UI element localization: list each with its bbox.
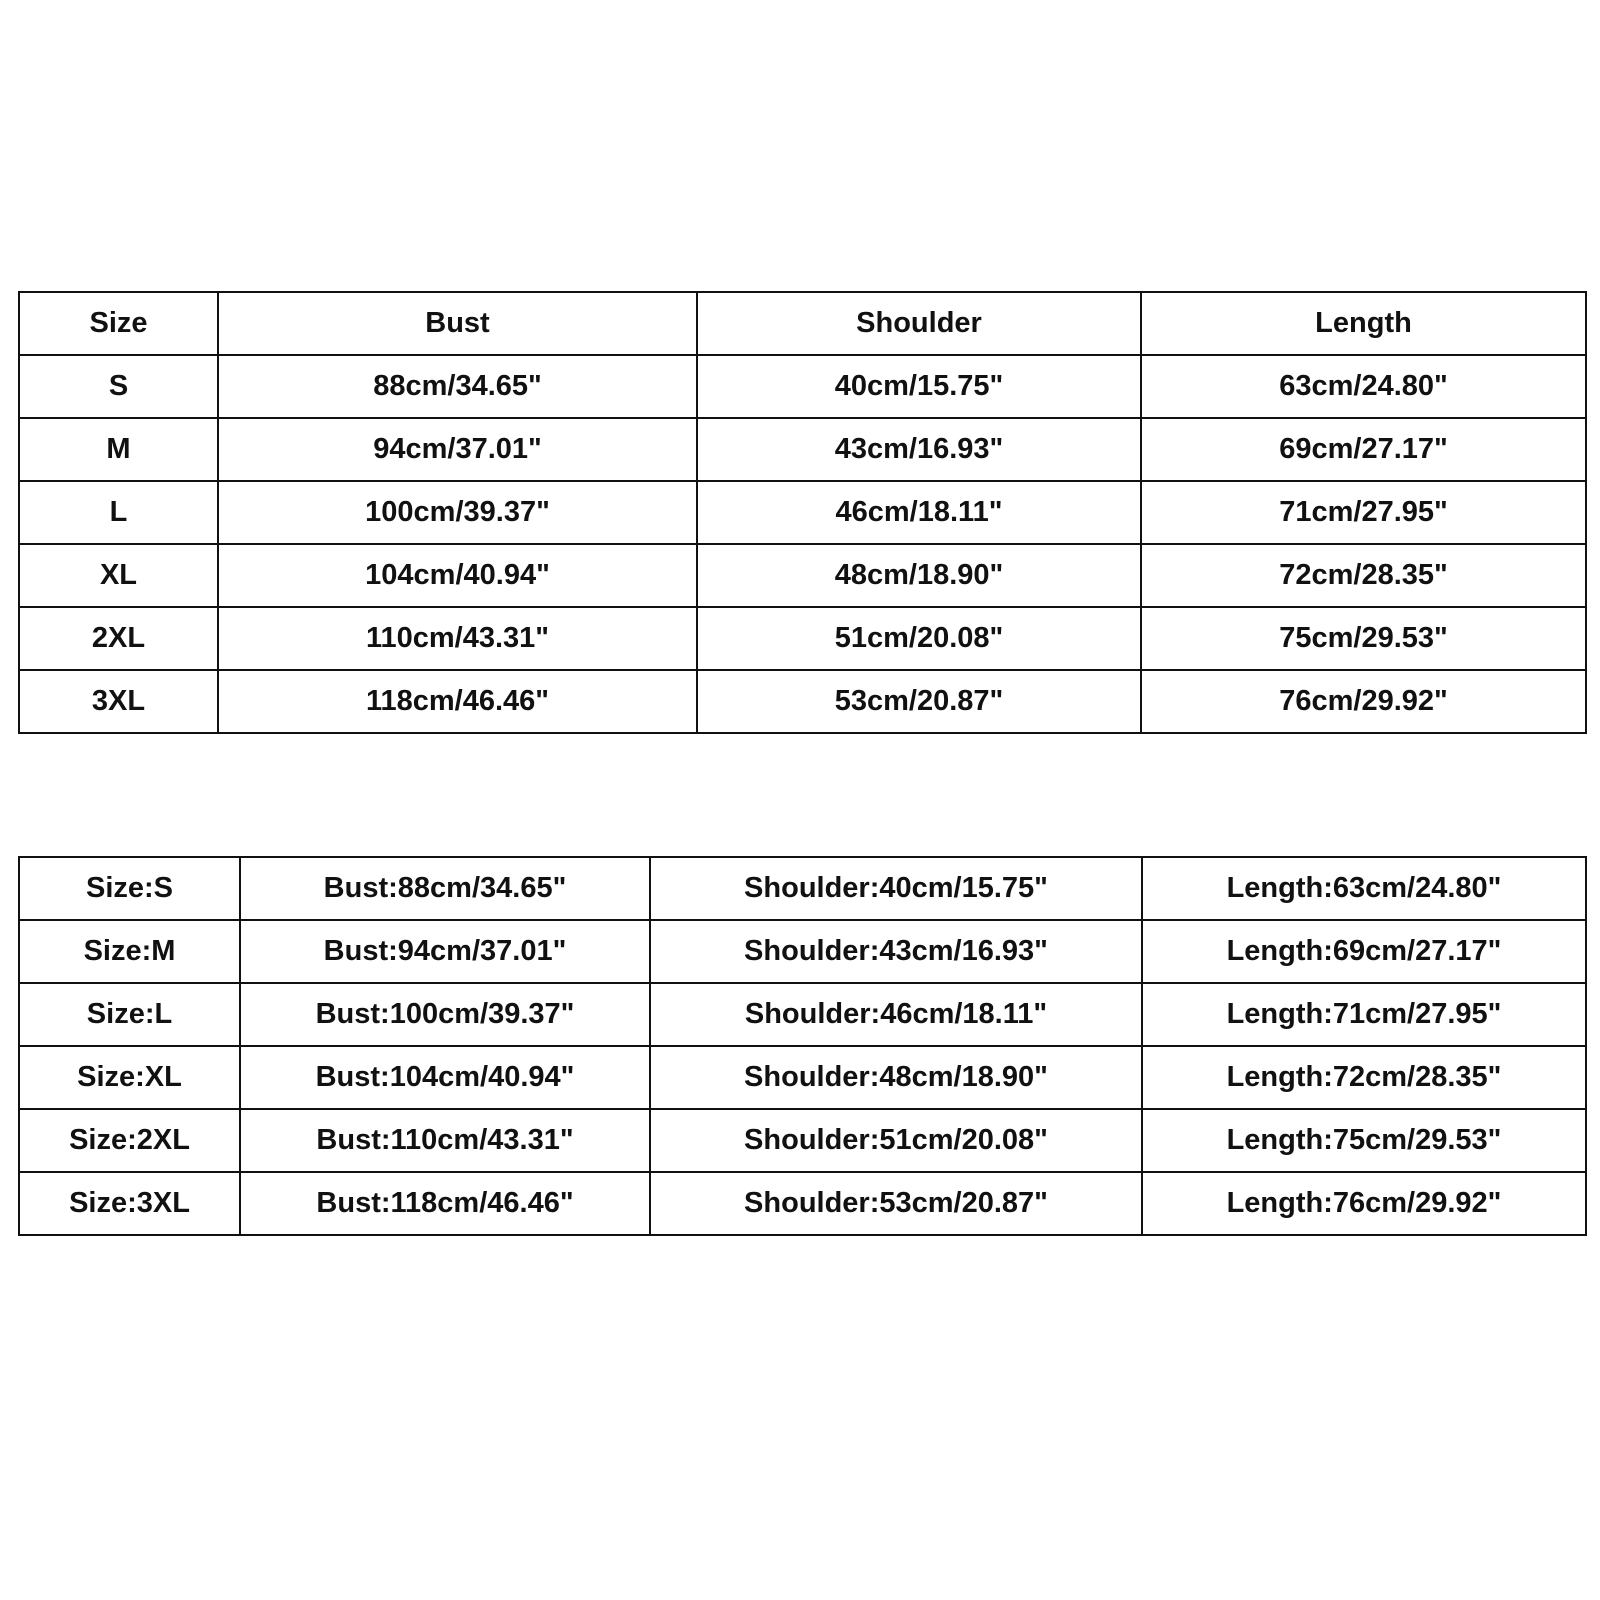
length-cell: 69cm/27.17" [1141, 418, 1586, 481]
shoulder-cell: Shoulder:40cm/15.75" [650, 857, 1142, 920]
table-row [19, 481, 1586, 544]
bust-cell: 104cm/40.94" [218, 544, 697, 607]
table-row [19, 544, 1586, 607]
size-cell: 2XL [19, 607, 218, 670]
shoulder-cell: 51cm/20.08" [697, 607, 1141, 670]
length-cell: Length:69cm/27.17" [1142, 920, 1586, 983]
bust-cell: 118cm/46.46" [218, 670, 697, 733]
length-cell: 71cm/27.95" [1141, 481, 1586, 544]
shoulder-cell: 46cm/18.11" [697, 481, 1141, 544]
length-cell: 63cm/24.80" [1141, 355, 1586, 418]
size-cell: Size:L [19, 983, 240, 1046]
table-row [19, 355, 1586, 418]
table-row [19, 983, 1586, 1046]
bust-cell: Bust:100cm/39.37" [240, 983, 650, 1046]
length-cell: Length:63cm/24.80" [1142, 857, 1586, 920]
size-cell: Size:3XL [19, 1172, 240, 1235]
table-header-row [19, 292, 1586, 355]
header-shoulder: Shoulder [697, 292, 1141, 355]
size-chart-table [18, 291, 1587, 734]
bust-cell: 100cm/39.37" [218, 481, 697, 544]
size-cell: Size:M [19, 920, 240, 983]
header-length: Length [1141, 292, 1586, 355]
size-cell: 3XL [19, 670, 218, 733]
length-cell: Length:71cm/27.95" [1142, 983, 1586, 1046]
table-row [19, 418, 1586, 481]
table-row [19, 857, 1586, 920]
bust-cell: 110cm/43.31" [218, 607, 697, 670]
shoulder-cell: Shoulder:53cm/20.87" [650, 1172, 1142, 1235]
shoulder-cell: Shoulder:46cm/18.11" [650, 983, 1142, 1046]
length-cell: 76cm/29.92" [1141, 670, 1586, 733]
size-cell: Size:XL [19, 1046, 240, 1109]
table-row [19, 1172, 1586, 1235]
shoulder-cell: 48cm/18.90" [697, 544, 1141, 607]
length-cell: Length:72cm/28.35" [1142, 1046, 1586, 1109]
length-cell: 75cm/29.53" [1141, 607, 1586, 670]
shoulder-cell: 40cm/15.75" [697, 355, 1141, 418]
shoulder-cell: Shoulder:51cm/20.08" [650, 1109, 1142, 1172]
header-bust: Bust [218, 292, 697, 355]
size-detail-table [18, 856, 1587, 1236]
size-cell: XL [19, 544, 218, 607]
bust-cell: Bust:94cm/37.01" [240, 920, 650, 983]
bust-cell: Bust:110cm/43.31" [240, 1109, 650, 1172]
bust-cell: Bust:104cm/40.94" [240, 1046, 650, 1109]
size-cell: L [19, 481, 218, 544]
size-cell: Size:S [19, 857, 240, 920]
table-row [19, 1109, 1586, 1172]
bust-cell: 94cm/37.01" [218, 418, 697, 481]
bust-cell: 88cm/34.65" [218, 355, 697, 418]
length-cell: Length:75cm/29.53" [1142, 1109, 1586, 1172]
shoulder-cell: Shoulder:43cm/16.93" [650, 920, 1142, 983]
table-row [19, 607, 1586, 670]
shoulder-cell: 53cm/20.87" [697, 670, 1141, 733]
table-row [19, 670, 1586, 733]
bust-cell: Bust:88cm/34.65" [240, 857, 650, 920]
length-cell: Length:76cm/29.92" [1142, 1172, 1586, 1235]
size-cell: S [19, 355, 218, 418]
table-row [19, 920, 1586, 983]
shoulder-cell: 43cm/16.93" [697, 418, 1141, 481]
length-cell: 72cm/28.35" [1141, 544, 1586, 607]
size-cell: Size:2XL [19, 1109, 240, 1172]
size-cell: M [19, 418, 218, 481]
header-size: Size [19, 292, 218, 355]
table-row [19, 1046, 1586, 1109]
bust-cell: Bust:118cm/46.46" [240, 1172, 650, 1235]
shoulder-cell: Shoulder:48cm/18.90" [650, 1046, 1142, 1109]
